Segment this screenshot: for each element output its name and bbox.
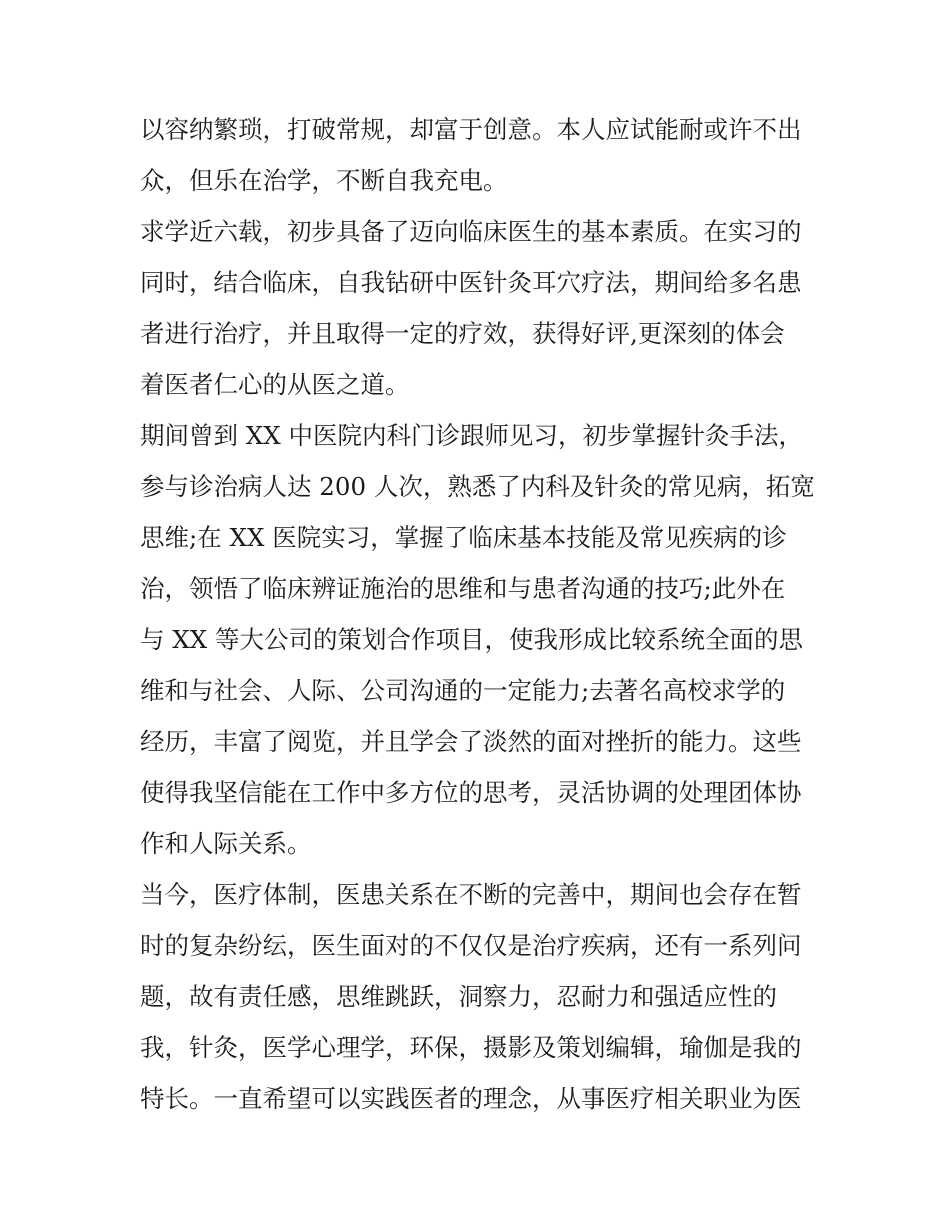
text-line: 题，故有责任感，思维跳跃，洞察力，忍耐力和强适应性的 [140, 982, 777, 1011]
text-line: 同时，结合临床，自我钻研中医针灸耳穴疗法，期间给多名患 [140, 268, 802, 297]
text-line: 当今，医疗体制，医患关系在不断的完善中，期间也会存在暂 [140, 880, 802, 909]
text-line: 经历，丰富了阅览，并且学会了淡然的面对挫折的能力。这些 [140, 727, 802, 756]
text-line: 者进行治疗，并且取得一定的疗效，获得好评,更深刻的体会 [140, 319, 785, 348]
text-line: 使得我坚信能在工作中多方位的思考，灵活协调的处理团体协 [140, 778, 802, 807]
text-line: 时的复杂纷纭，医生面对的不仅仅是治疗疾病，还有一系列问 [140, 931, 802, 960]
text-line: 维和与社会、人际、公司沟通的一定能力;去著名高校求学的 [140, 676, 786, 705]
text-line: 作和人际关系。 [140, 829, 312, 858]
text-line: 着医者仁心的从医之道。 [140, 370, 410, 399]
text-line: 求学近六载，初步具备了迈向临床医生的基本素质。在实习的 [140, 217, 802, 246]
text-line: 参与诊治病人达 200 人次，熟悉了内科及针灸的常见病，拓宽 [140, 472, 815, 501]
text-line: 特长。一直希望可以实践医者的理念，从事医疗相关职业为医 [140, 1084, 802, 1113]
text-line: 思维;在 XX 医院实习，掌握了临床基本技能及常见疾病的诊 [140, 523, 787, 552]
text-line: 治，领悟了临床辨证施治的思维和与患者沟通的技巧;此外在 [140, 574, 786, 603]
text-line: 以容纳繁琐，打破常规，却富于创意。本人应试能耐或许不出 [140, 115, 802, 144]
text-line: 期间曾到 XX 中医院内科门诊跟师见习，初步掌握针灸手法， [140, 421, 803, 450]
text-line: 我，针灸，医学心理学，环保，摄影及策划编辑，瑜伽是我的 [140, 1033, 802, 1062]
document-body-text [140, 104, 820, 1124]
text-line: 众，但乐在治学，不断自我充电。 [140, 166, 508, 195]
text-line: 与 XX 等大公司的策划合作项目，使我形成比较系统全面的思 [140, 625, 803, 654]
